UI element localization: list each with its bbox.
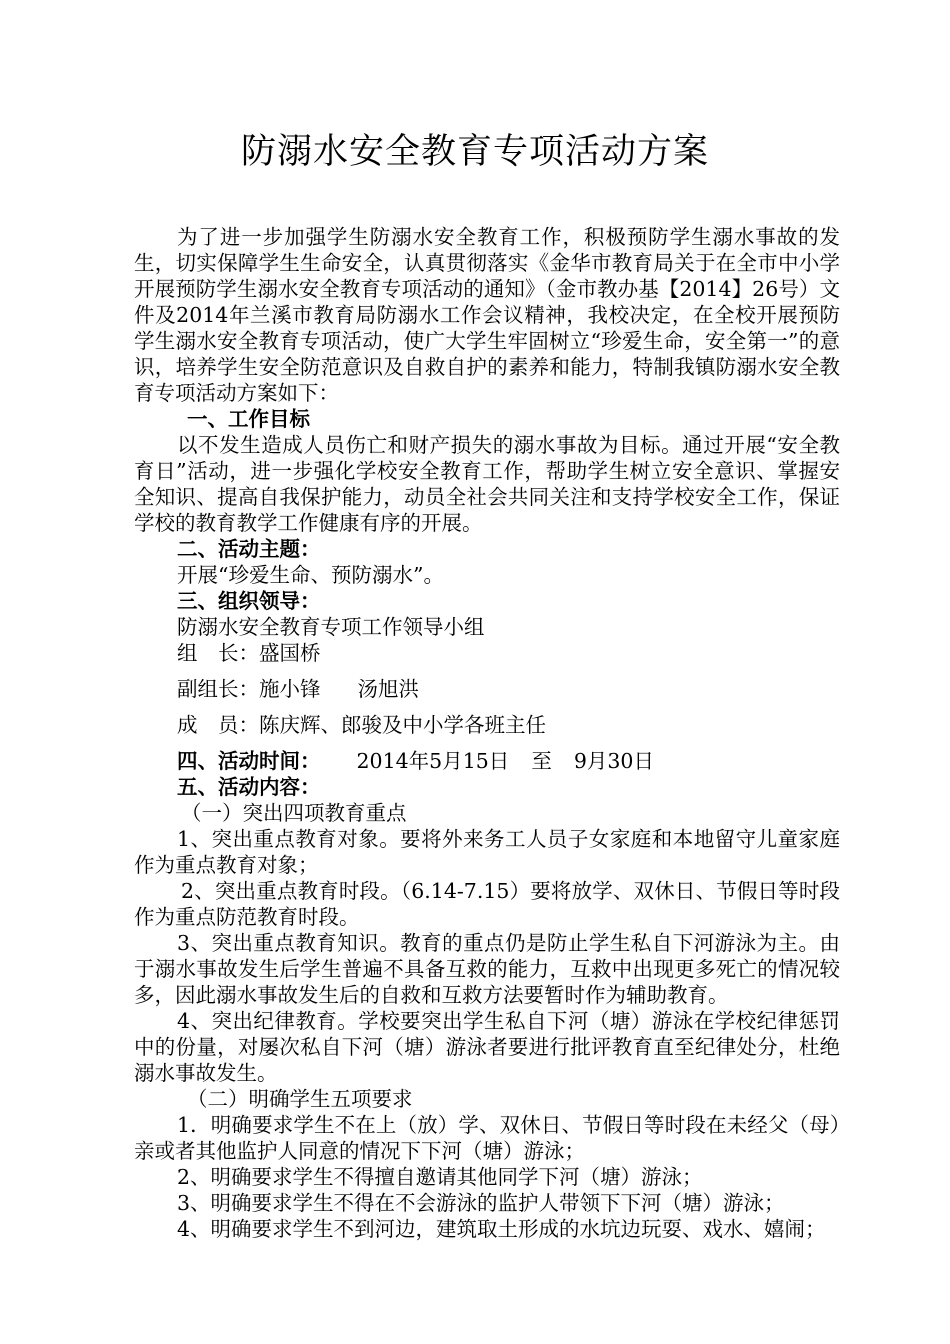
members-label: 成 员： — [177, 713, 259, 737]
requirement-item-1: 1．明确要求学生不在上（放）学、双休日、节假日等时段在未经父（母）亲或者其他监护人同意的情况下下河（塘）游泳； — [134, 1113, 840, 1163]
focus-item-2: 2、突出重点教育时段。（6.14-7.15）要将放学、双休日、节假日等时段作为重点防范教育时段。 — [134, 879, 840, 929]
document-body — [134, 224, 840, 1242]
focus-item-3: 3、突出重点教育知识。教育的重点仍是防止学生私自下河游泳为主。由于溺水事故发生后学生普遍不具备互救的能力，互救中出现更多死亡的情况较多，因此溺水事故发生后的自救和互救方法要暂时作为辅助教育。 — [134, 931, 840, 1007]
section-time-row — [134, 748, 840, 774]
section-heading-time: 四、活动时间： — [177, 749, 321, 773]
subsection-heading-focus: （一）突出四项教育重点 — [181, 801, 407, 825]
requirement-item-4: 4、明确要求学生不到河边，建筑取土形成的水坑边玩耍、戏水、嬉闹； — [177, 1217, 826, 1241]
leader-name: 盛国桥 — [259, 641, 321, 665]
requirement-item-3: 3、明确要求学生不得在不会游泳的监护人带领下下河（塘）游泳； — [177, 1191, 785, 1215]
members-names: 陈庆辉、郎骏及中小学各班主任 — [259, 713, 546, 737]
requirement-item-2: 2、明确要求学生不得擅自邀请其他同学下河（塘）游泳； — [177, 1165, 703, 1189]
deputy-name-1: 施小锋 — [259, 677, 321, 701]
time-start: 2014年5月15日 — [356, 749, 510, 773]
focus-item-4: 4、突出纪律教育。学校要突出学生私自下河（塘）游泳在学校纪律惩罚中的份量，对屡次私自下河（塘）游泳者要进行批评教育直至纪律处分，杜绝溺水事故发生。 — [134, 1009, 840, 1085]
focus-item-1: 1、突出重点教育对象。要将外来务工人员子女家庭和本地留守儿童家庭作为重点教育对象； — [134, 827, 840, 877]
document-title: 防溺水安全教育专项活动方案 — [240, 132, 709, 172]
section-text-theme: 开展“珍爱生命、预防溺水”。 — [177, 563, 444, 587]
leader-label: 组 长： — [177, 641, 259, 665]
section-heading-content: 五、活动内容： — [177, 775, 321, 799]
leadership-group-name: 防溺水安全教育专项工作领导小组 — [177, 615, 485, 639]
leadership-members-row — [134, 712, 840, 738]
intro-paragraph: 为了进一步加强学生防溺水安全教育工作，积极预防学生溺水事故的发生，切实保障学生生命安全，认真贯彻落实《金华市教育局关于在全市中小学开展预防学生溺水安全教育专项活动的通知》（金市教办基【2014】26号）文件及2014年兰溪市教育局防溺水工作会议精神，我校决定，在全校开展预防学生溺水安全教育专项活动，使广大学生牢固树立“珍爱生命，安全第一”的意识，培养学生安全防范意识及自救自护的素养和能力，特制我镇防溺水安全教育专项活动方案如下： — [134, 225, 840, 405]
time-to: 至 — [531, 749, 552, 773]
section-heading-theme: 二、活动主题： — [177, 537, 321, 561]
deputy-name-2: 汤旭洪 — [357, 677, 419, 701]
subsection-heading-requirements: （二）明确学生五项要求 — [187, 1087, 413, 1111]
time-end: 9月30日 — [573, 749, 654, 773]
section-heading-goals: 一、工作目标 — [187, 407, 310, 431]
section-text-goals: 以不发生造成人员伤亡和财产损失的溺水事故为目标。通过开展“安全教育日”活动，进一步强化学校安全教育工作，帮助学生树立安全意识、掌握安全知识、提高自我保护能力，动员全社会共同关注和支持学校安全工作，保证学校的教育教学工作健康有序的开展。 — [134, 433, 840, 535]
leadership-leader-row — [134, 640, 840, 666]
section-heading-leadership: 三、组织领导： — [177, 589, 321, 613]
deputy-label: 副组长： — [177, 677, 259, 701]
leadership-deputy-row — [134, 676, 840, 702]
